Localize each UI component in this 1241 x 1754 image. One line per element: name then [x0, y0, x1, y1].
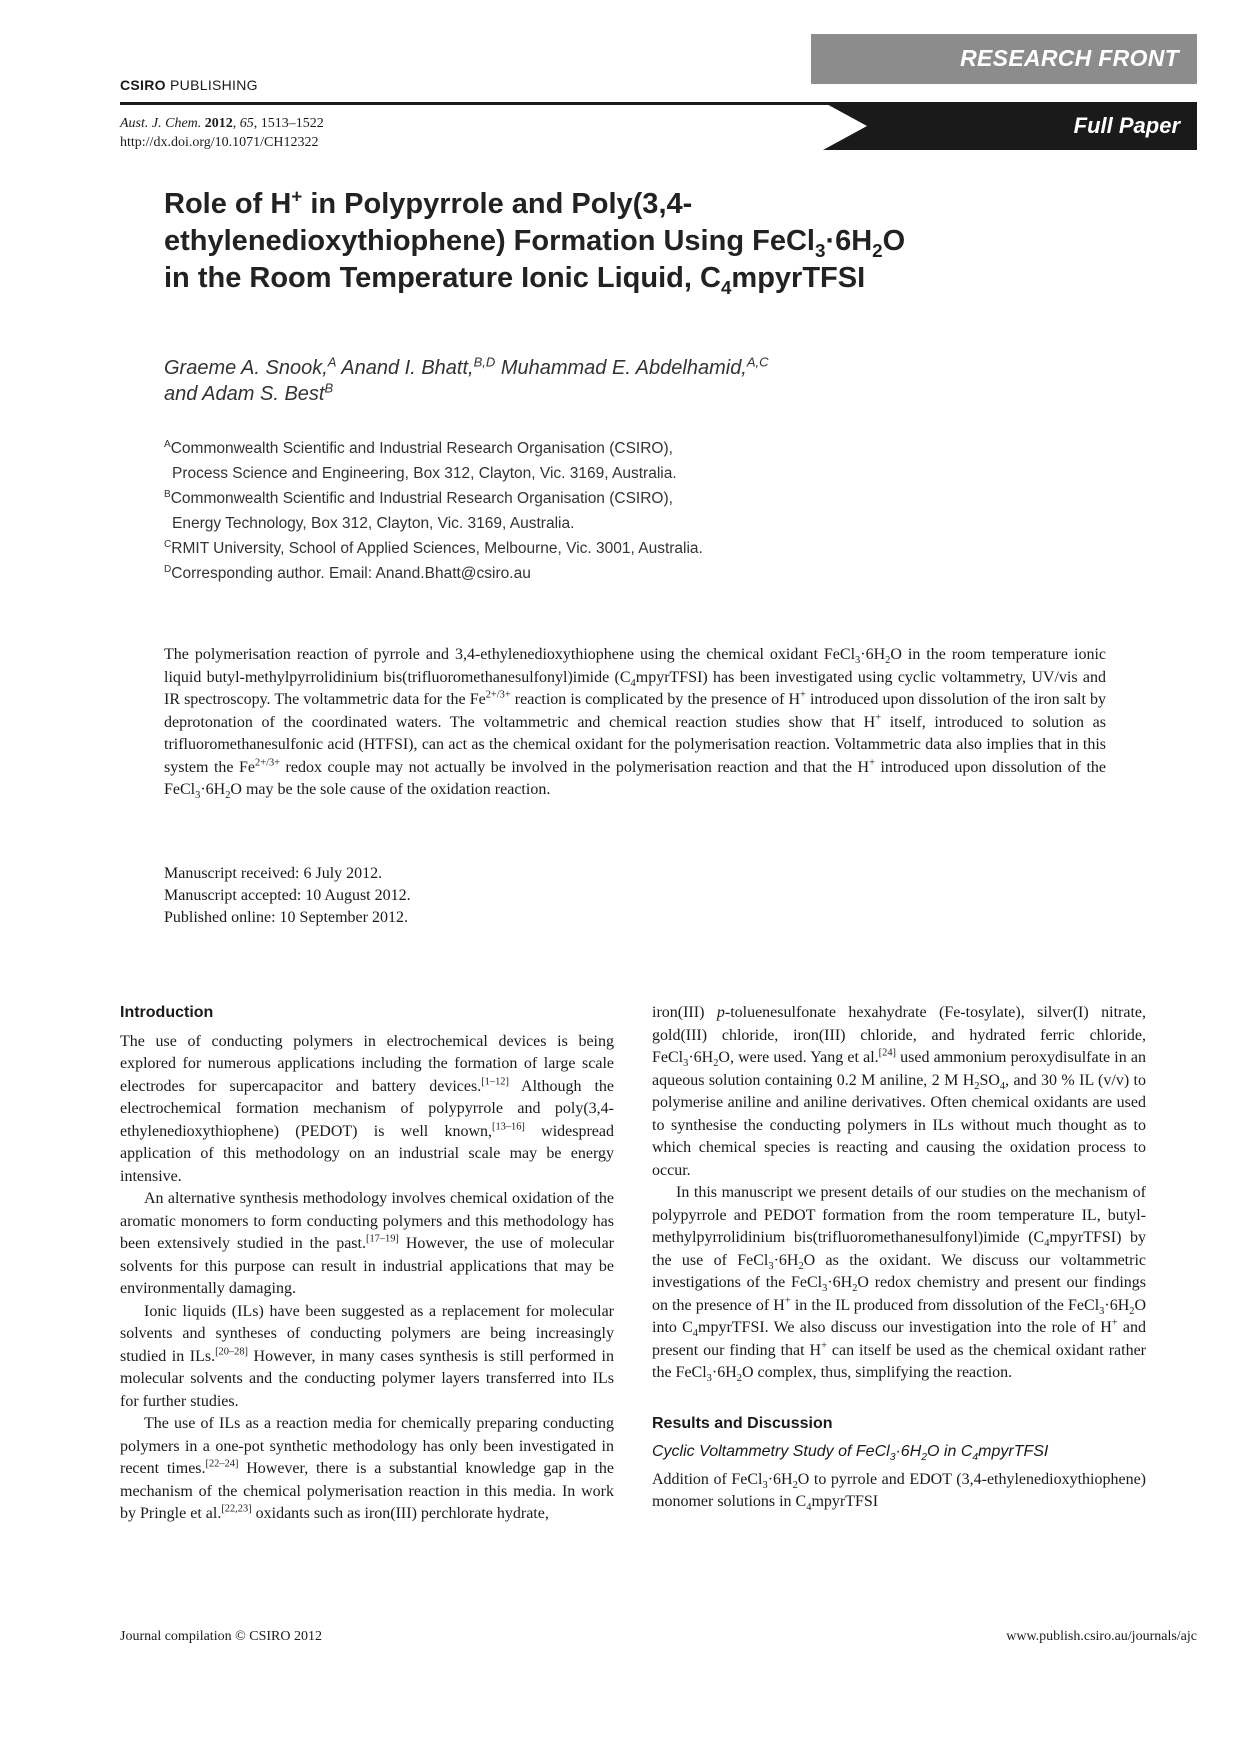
- full-paper-label: Full Paper: [1073, 113, 1180, 138]
- journal-citation: Aust. J. Chem. 2012, 65, 1513–1522 http://dx.doi.org/10.1071/CH12322: [120, 116, 324, 150]
- journal-name: Aust. J. Chem.: [120, 116, 202, 131]
- research-front-banner: [811, 34, 1197, 84]
- paragraph: Addition of $FeCl_3\cdot 6H_2O$ to pyrrole and EDOT (3,4-ethylenedioxythiophene) monomer solutions in $C_4mpyrTFSI$: [652, 1470, 1147, 1514]
- footer-copyright: Journal compilation © CSIRO 2012: [120, 1629, 322, 1644]
- affiliation-d: $^D$Corresponding author. Email: Anand.Bhatt@csiro.au: [164, 563, 531, 582]
- affiliation-a: $^A$Commonwealth Scientific and Industrial Research Organisation (CSIRO),: [164, 438, 673, 457]
- paper-title: Role of H+ in Polypyrrole and Poly(3,4- ethylenedioxythiophene) Formation Using $FeCl_3\cdot 6H_2O$ in the Room Temperature Ionic Liquid, $C_4mpyrTFSI$: [164, 185, 906, 298]
- journal-volume: 65: [239, 116, 254, 131]
- doi-link[interactable]: http://dx.doi.org/10.1071/CH12322: [120, 135, 319, 150]
- citation-ref[interactable]: [20–28]: [215, 1346, 248, 1358]
- author-affiliation-mark: A: [327, 354, 337, 370]
- affiliation-b: $^B$Commonwealth Scientific and Industrial Research Organisation (CSIRO),: [164, 488, 673, 507]
- citation-ref[interactable]: [24]: [878, 1047, 896, 1059]
- affiliation-c: $^C$RMIT University, School of Applied Sciences, Melbourne, Vic. 3001, Australia.: [164, 538, 703, 557]
- paragraph: An alternative synthesis methodology involves chemical oxidation of the aromatic monomers to form conducting polymers and this methodology has been extensively studied in the past.[17–19] However, the use of molecular solvents for this purpose can result in industrial applications that may be environmentally damaging.: [120, 1190, 614, 1297]
- author-name: Anand I. Bhatt,: [336, 357, 474, 379]
- affiliation-b-cont: Energy Technology, Box 312, Clayton, Vic. 3169, Australia.: [172, 515, 575, 532]
- journal-year: 2012: [204, 116, 233, 131]
- date-received: Manuscript received: 6 July 2012.: [164, 865, 383, 882]
- section-heading-introduction: Introduction: [120, 1004, 214, 1021]
- body-column-left: [120, 1002, 614, 1526]
- citation-ref[interactable]: [1–12]: [481, 1076, 509, 1088]
- paragraph: The use of conducting polymers in electrochemical devices is being explored for numerous applications including the formation of large scale electrodes for supercapacitor and battery devices.[1–12] Although the electrochemical formation mechanism of polypyrrole and poly(3,4-ethylenedioxythiophene) (PEDOT) is well known,[13–16] widespread application of this methodology on an industrial scale may be energy intensive.: [120, 1032, 615, 1185]
- citation-ref[interactable]: [17–19]: [365, 1233, 399, 1245]
- author-name: Graeme A. Snook,: [164, 357, 328, 379]
- citation-ref[interactable]: [13–16]: [492, 1121, 525, 1133]
- paragraph: Ionic liquids (ILs) have been suggested as a replacement for molecular solvents and syntheses of conducting polymers are being increasingly studied in ILs.[20–28] However, in many cases synthesis is still performed in molecular solvents and the conducting polymer layers transferred into ILs for further studies.: [120, 1302, 614, 1410]
- paragraph: The use of ILs as a reaction media for chemically preparing conducting polymers in a one-pot synthetic methodology has only been investigated in recent times.[22–24] However, there is a substantial knowledge gap in the mechanism of the chemical polymerisation reaction in this media. In work by Pringle et al.[22,23] oxidants such as iron(III) perchlorate hydrate,: [120, 1415, 614, 1522]
- citation-ref[interactable]: [22,23]: [221, 1503, 252, 1515]
- manuscript-dates: [164, 863, 411, 929]
- author-affiliation-mark: B,D: [473, 354, 496, 370]
- citation-ref[interactable]: [22–24]: [205, 1458, 239, 1470]
- author-affiliation-mark: A,C: [746, 354, 769, 370]
- journal-pages: , 1513–1522: [253, 116, 324, 131]
- paragraph: iron(III) p-toluenesulfonate hexahydrate (Fe-tosylate), silver(I) nitrate, gold(III) chloride, iron(III) chloride, and hydrated ferric chloride, $FeCl_3\cdot 6H_2O$, were used. Yang et al.[24] used ammonium peroxydisulfate in an aqueous solution containing 0.2 M aniline, 2 M $H_2SO_4$, and 30 % IL (v/v) to polymerise aniline and aniline derivatives. Often chemical oxidants are used to synthesise the conducting polymers in ILs without much thought as to which chemical species is reacting and causing the oxidation process to occur.: [652, 1004, 1146, 1179]
- affiliations: [164, 436, 1064, 586]
- affiliation-a-cont: Process Science and Engineering, Box 312, Clayton, Vic. 3169, Australia.: [172, 465, 677, 482]
- author-name: Muhammad E. Abdelhamid,: [495, 357, 747, 379]
- section-heading-results: Results and Discussion: [652, 1414, 833, 1432]
- paragraph: In this manuscript we present details of our studies on the mechanism of polypyrrole and PEDOT formation from the room temperature IL, butyl-methylpyrrolidinium bis(trifluoromethanesulfonyl)imide $(C_4mpyrTFSI)$ by the use of $FeCl_3\cdot 6H_2O$ as the oxidant. We discuss our voltammetric investigations of the $FeCl_3\cdot 6H_2O$ redox chemistry and present our findings on the presence of H+ in the IL produced from dissolution of the $FeCl_3\cdot 6H_2O$ into $C_4mpyrTFSI$. We also discuss our investigation into the role of H+ and present our finding that H+ can itself be used as the chemical oxidant rather the $FeCl_3\cdot 6H_2O$ complex, thus, simplifying the reaction.: [652, 1184, 1147, 1385]
- date-published: Published online: 10 September 2012.: [164, 909, 408, 926]
- spacer: [652, 1385, 1146, 1413]
- author-list: [164, 355, 1064, 407]
- author-name: and Adam S. Best: [164, 383, 325, 405]
- banner-top-label: RESEARCH FRONT: [960, 45, 1179, 71]
- date-accepted: Manuscript accepted: 10 August 2012.: [164, 887, 411, 904]
- author-affiliation-mark: B: [324, 380, 334, 396]
- publisher-name: [120, 77, 258, 93]
- publisher-rest: PUBLISHING: [170, 77, 258, 93]
- publisher-bold: CSIRO: [120, 77, 166, 93]
- body-column-right: [652, 1002, 1146, 1514]
- footer-url[interactable]: www.publish.csiro.au/journals/ajc: [1006, 1629, 1197, 1644]
- abstract: The polymerisation reaction of pyrrole and 3,4-ethylenedioxythiophene using the chemical oxidant $FeCl_3\cdot 6H_2O$ in the room temperature ionic liquid butyl-methylpyrrolidinium bis(trifluoromethanesulfonyl)imide $(C_4mpyrTFSI)$ has been investigated using cyclic voltammetry, UV/vis and IR spectroscopy. The voltammetric data for the $Fe^{2+/3+}$ reaction is complicated by the presence of H+ introduced upon dissolution of the iron salt by deprotonation of the coordinated waters. The voltammetric and chemical reaction studies show that H+ itself, introduced to solution as trifluoromethanesulfonic acid (HTFSI), can act as the chemical oxidant for the polymerisation reaction. Voltammetric data also implies that in this system the $Fe^{2+/3+}$ redox couple may not actually be involved in the polymerisation reaction and that the H+ introduced upon dissolution of the $FeCl_3\cdot 6H_2O$ may be the sole cause of the oxidation reaction.: [164, 646, 1107, 802]
- subsection-heading: Cyclic Voltammetry Study of $FeCl_3\cdot 6H_2O$ in $C_4mpyrTFSI$: [652, 1443, 1049, 1464]
